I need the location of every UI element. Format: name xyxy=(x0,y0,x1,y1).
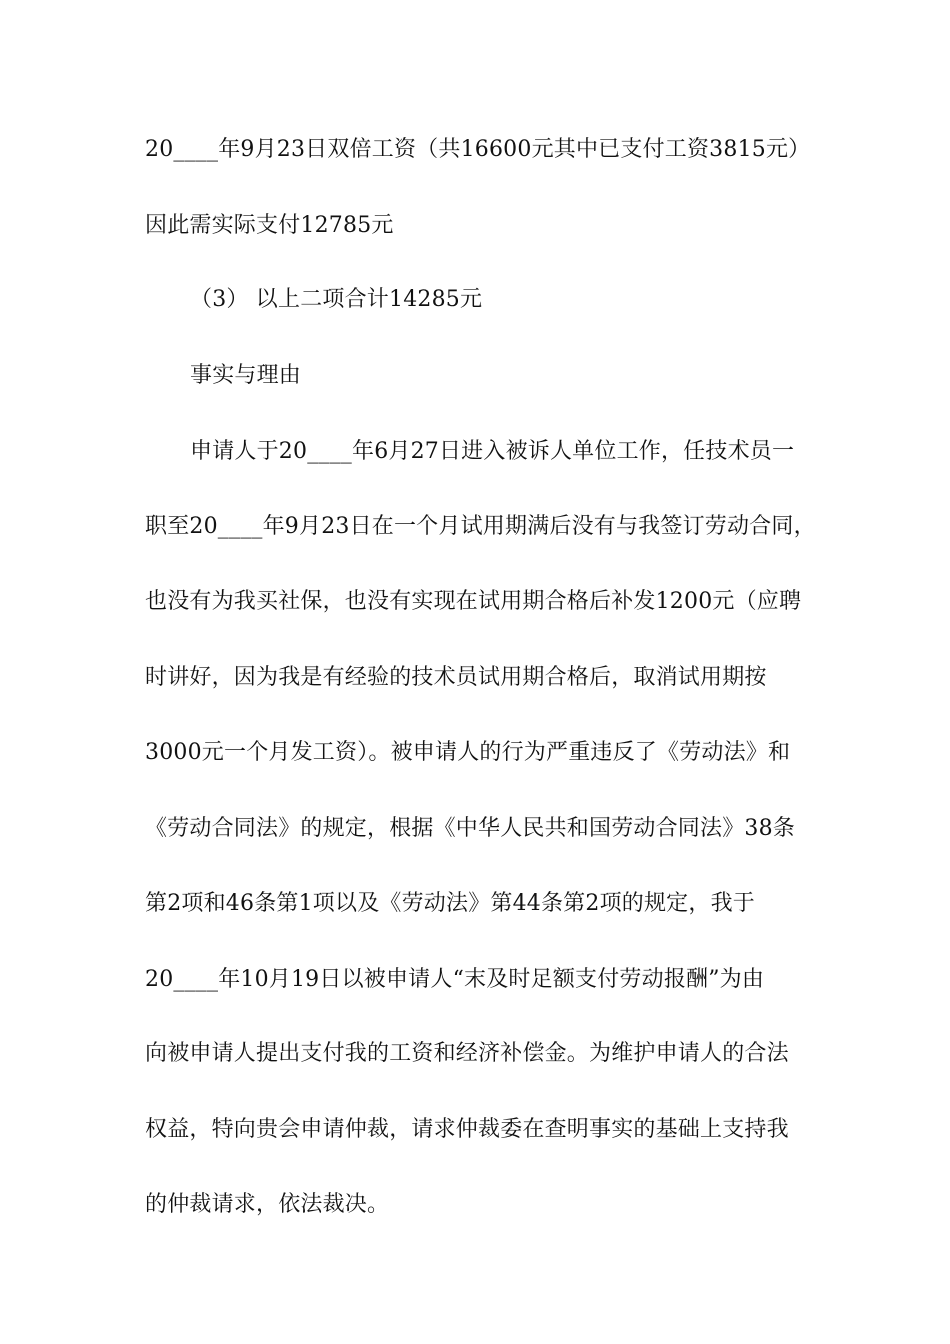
text-line-10: 《劳动合同法》的规定，根据《中华人民共和国劳动合同法》38条 xyxy=(145,816,795,841)
text-line-7: 也没有为我买社保，也没有实现在试用期合格后补发1200元（应聘 xyxy=(145,589,802,614)
section-heading: 事实与理由 xyxy=(190,363,302,388)
text-line-15: 的仲裁请求，依法裁决。 xyxy=(145,1192,390,1217)
text-line-2: 因此需实际支付12785元 xyxy=(145,213,394,238)
text-line-1: 20____年9月23日双倍工资（共16600元其中已支付工资3815元） xyxy=(145,137,811,162)
text-line-6: 职至20____年9月23日在一个月试用期满后没有与我签订劳动合同， xyxy=(145,514,816,539)
text-line-12: 20____年10月19日以被申请人“末及时足额支付劳动报酬”为由 xyxy=(145,967,765,992)
text-line-13: 向被申请人提出支付我的工资和经济补偿金。为维护申请人的合法 xyxy=(145,1041,789,1066)
text-line-5: 申请人于20____年6月27日进入被诉人单位工作，任技术员一 xyxy=(190,439,795,464)
text-line-14: 权益，特向贵会申请仲裁，请求仲裁委在查明事实的基础上支持我 xyxy=(145,1117,789,1142)
text-line-3: （3） 以上二项合计14285元 xyxy=(190,287,483,312)
text-line-8: 时讲好，因为我是有经验的技术员试用期合格后，取消试用期按 xyxy=(145,665,767,690)
text-line-11: 第2项和46条第1项以及《劳动法》第44条第2项的规定，我于 xyxy=(145,891,755,916)
text-line-9: 3000元一个月发工资）。被申请人的行为严重违反了《劳动法》和 xyxy=(145,740,791,765)
